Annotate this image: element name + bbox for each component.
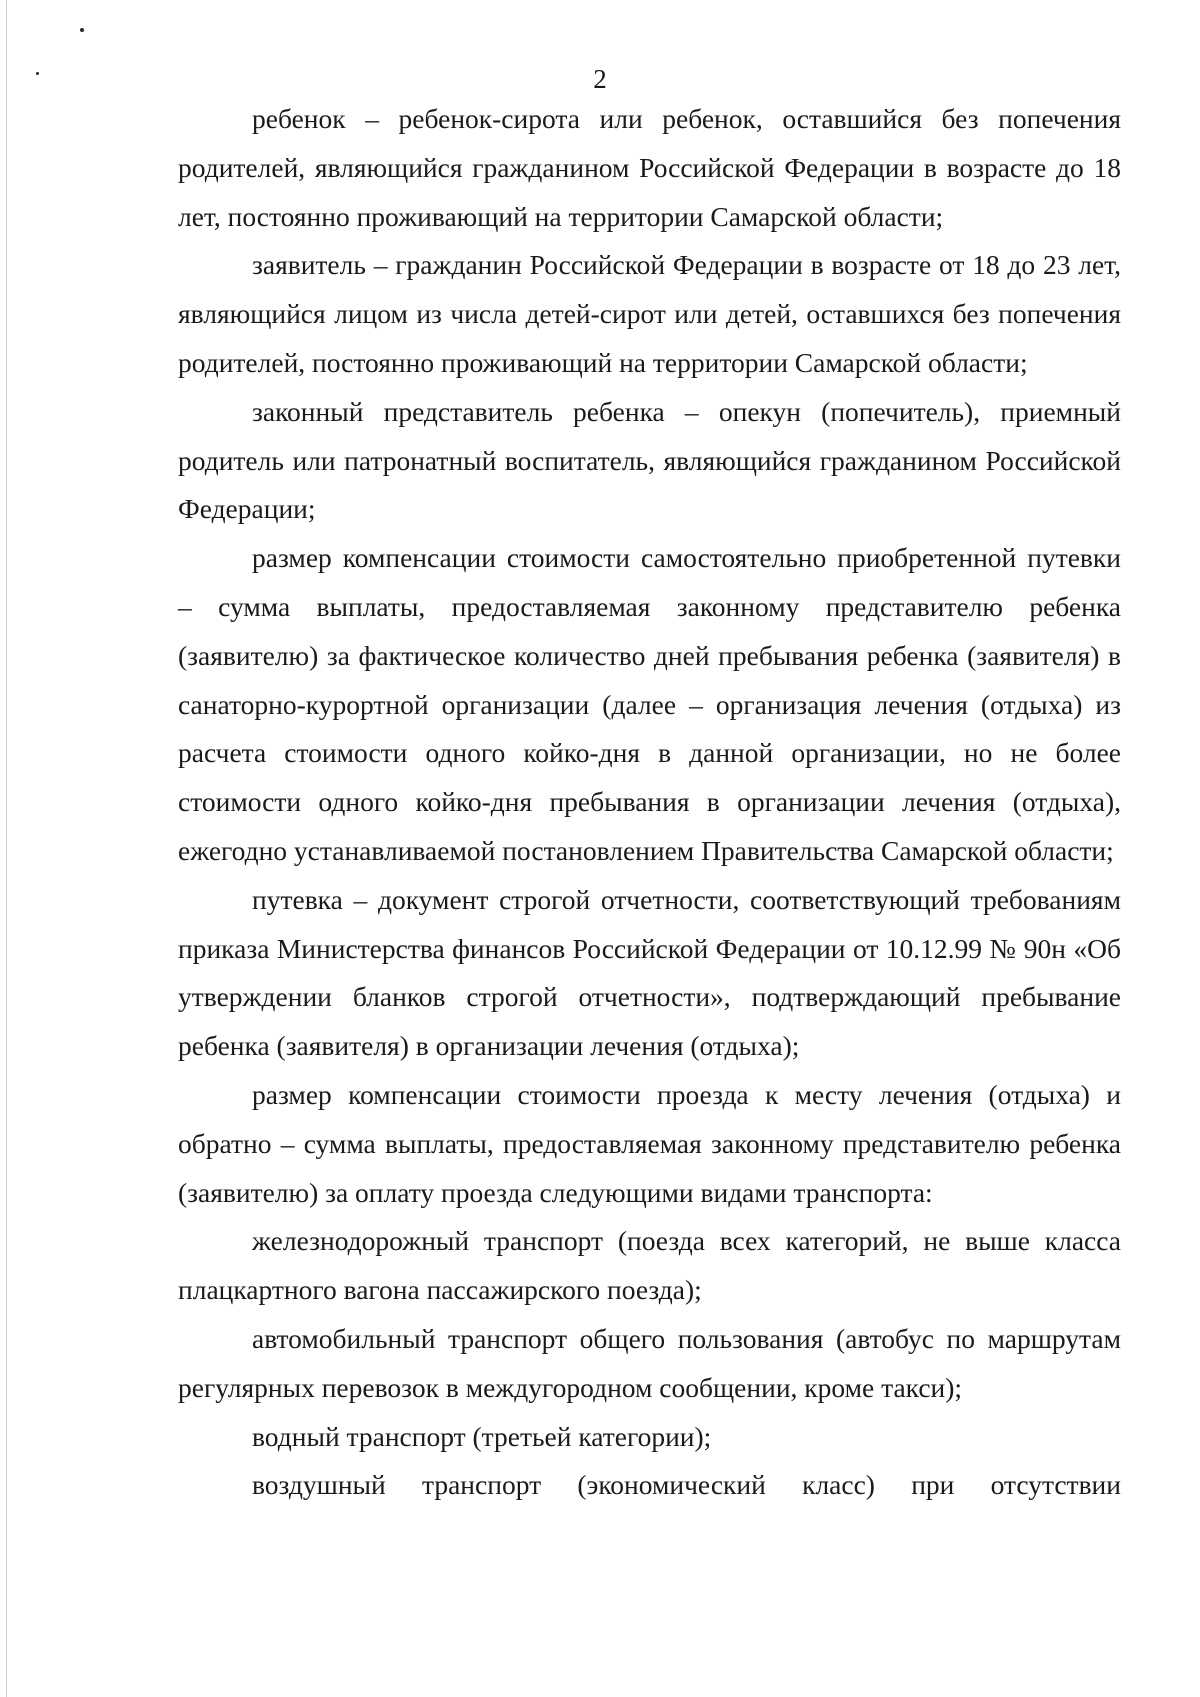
scan-edge-line <box>6 0 7 1697</box>
transport-air: воздушный транспорт (экономический класс) при отсутствии <box>252 1469 1121 1501</box>
definition-voucher: путевка – документ строгой отчетности, соответствующий требованиям приказа Министерства финансов Российской Федерации от 10.12.99 № 90н «Об утверждении бланков строгой отчетности», подтверждающий пребывание ребенка (заявителя) в организации лечения (отдыха); <box>178 883 1121 1062</box>
transport-water: водный транспорт (третьей категории); <box>252 1420 712 1452</box>
page-number: 2 <box>593 64 607 94</box>
transport-road: автомобильный транспорт общего пользования (автобус по маршрутам регулярных перевозок в междугородном сообщении, кроме такси); <box>178 1322 1121 1403</box>
document-body <box>178 95 1121 1510</box>
definition-child: ребенок – ребенок-сирота или ребенок, оставшийся без попечения родителей, являющийся гражданином Российской Федерации в возрасте до 18 лет, постоянно проживающий на территории Самарской области; <box>178 103 1121 232</box>
transport-railway: железнодорожный транспорт (поезда всех категорий, не выше класса плацкартного вагона пассажирского поезда); <box>178 1225 1121 1306</box>
definition-travel-compensation: размер компенсации стоимости проезда к месту лечения (отдыха) и обратно – сумма выплаты, предоставляемая законному представителю ребенка (заявителю) за оплату проезда следующими видами транспорта: <box>178 1078 1121 1208</box>
scan-speck <box>80 28 84 32</box>
definition-legal-representative: законный представитель ребенка – опекун (попечитель), приемный родитель или патронатный воспитатель, являющийся гражданином Российской Федерации; <box>178 395 1121 525</box>
definition-voucher-compensation: размер компенсации стоимости самостоятельно приобретенной путевки – сумма выплаты, предоставляемая законному представителю ребенка (заявителю) за фактическое количество дней пребывания ребенка (заявителя) в санаторно-курортной организации (далее – организация лечения (отдыха) из расчета стоимости одного койко-дня в данной организации, но не более стоимости одного койко-дня пребывания в организации лечения (отдыха), ежегодно устанавливаемой постановлением Правительства Самарской области; <box>178 542 1121 866</box>
definition-applicant: заявитель – гражданин Российской Федерации в возрасте от 18 до 23 лет, являющийся лицом из числа детей-сирот или детей, оставшихся без попечения родителей, постоянно проживающий на территории Самарской области; <box>178 249 1121 378</box>
